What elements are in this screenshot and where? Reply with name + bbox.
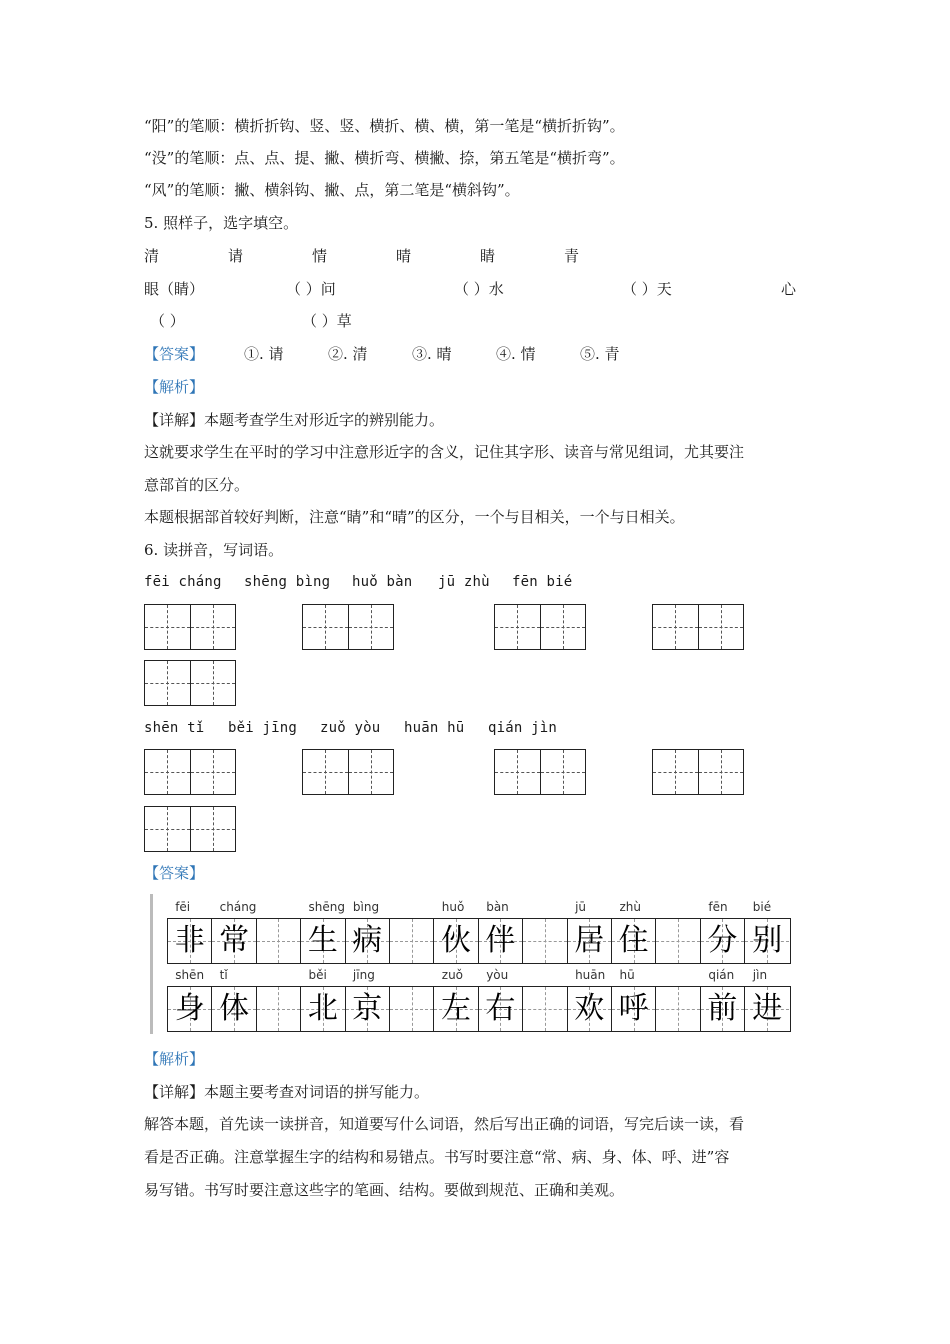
q5-answer: ④. 情 xyxy=(496,345,536,363)
q5-paragraph: 本题根据部首较好判断，注意“睛”和“晴”的区分，一个与目相关，一个与日相关。 xyxy=(144,508,685,526)
answer-label: 【答案】 xyxy=(144,345,205,363)
answer-pinyin: bié xyxy=(752,900,772,914)
answer-pinyin: bìng xyxy=(352,900,380,914)
writing-box[interactable] xyxy=(652,749,744,795)
answer-cell xyxy=(656,919,700,963)
q5-paragraph: 这就要求学生在平时的学习中注意形近字的含义，记住其字形、读音与常见组词，尤其要注 xyxy=(144,443,745,461)
answer-cell xyxy=(168,987,212,1031)
q5-blank-prefix: 心 xyxy=(781,280,797,298)
answer-grid-row-2 xyxy=(167,986,791,1032)
answer-pinyin: huǒ xyxy=(441,900,465,914)
q5-blank: （ ）天 xyxy=(622,280,672,298)
q5-answer: ②. 清 xyxy=(328,345,368,363)
answer-char: 京 xyxy=(352,991,383,1026)
q5-answer: ③. 晴 xyxy=(412,345,452,363)
stroke-line-feng: “风”的笔顺：撇、横斜钩、撇、点，第二笔是“横斜钩”。 xyxy=(144,181,520,199)
writing-box[interactable] xyxy=(494,604,586,650)
q6-paragraph: 易写错。书写时要注意这些字的笔画、结构。要做到规范、正确和美观。 xyxy=(144,1181,625,1199)
answer-char: 住 xyxy=(618,923,649,958)
answer-cell xyxy=(701,987,745,1031)
answer-char: 体 xyxy=(219,991,250,1026)
answer-char: 北 xyxy=(307,991,338,1026)
answer-cell xyxy=(701,919,745,963)
q5-blank: （ ） xyxy=(150,312,185,330)
writing-box[interactable] xyxy=(652,604,744,650)
answer-cell xyxy=(212,919,256,963)
answer-cell xyxy=(390,987,434,1031)
q5-choice: 请 xyxy=(228,247,244,265)
answer-char: 伴 xyxy=(485,923,516,958)
q5-blank: （ ）草 xyxy=(302,312,352,330)
answer-cell xyxy=(612,987,656,1031)
answer-char: 欢 xyxy=(574,991,605,1026)
answer-cell xyxy=(479,987,523,1031)
q5-choice: 睛 xyxy=(480,247,496,265)
pinyin: shēn tǐ xyxy=(144,720,205,736)
analysis-label: 【解析】 xyxy=(144,1050,205,1068)
stroke-line-yang: “阳”的笔顺：横折折钩、竖、竖、横折、横、横，第一笔是“横折折钩”。 xyxy=(144,117,625,135)
answer-cell xyxy=(346,987,390,1031)
answer-cell xyxy=(523,919,567,963)
answer-char: 病 xyxy=(352,923,383,958)
answer-cell xyxy=(745,919,789,963)
q6-title: 6. 读拼音，写词语。 xyxy=(144,541,284,559)
answer-cell xyxy=(301,919,345,963)
writing-box[interactable] xyxy=(302,604,394,650)
writing-box[interactable] xyxy=(302,749,394,795)
writing-box[interactable] xyxy=(144,660,236,706)
q5-blank: （ ）水 xyxy=(454,280,504,298)
answer-pinyin: cháng xyxy=(219,900,257,914)
answer-cell xyxy=(168,919,212,963)
answer-char: 居 xyxy=(574,923,605,958)
answer-char: 非 xyxy=(174,923,205,958)
answer-pinyin: shēn xyxy=(175,968,205,982)
q5-detail: 【详解】本题考查学生对形近字的辨别能力。 xyxy=(144,411,445,429)
pinyin: fēi cháng xyxy=(144,574,222,590)
stroke-line-mei: “没”的笔顺：点、点、提、撇、横折弯、横撇、捺，第五笔是“横折弯”。 xyxy=(144,149,625,167)
q6-pinyin-row-2 xyxy=(144,720,744,740)
answer-pinyin: fēi xyxy=(175,900,191,914)
answer-cell xyxy=(346,919,390,963)
answer-pinyin: jìn xyxy=(752,968,768,982)
answer-char: 常 xyxy=(219,923,250,958)
q5-choice: 清 xyxy=(144,247,160,265)
answer-pinyin: yòu xyxy=(486,968,509,982)
answer-cell xyxy=(257,919,301,963)
q5-blank: （ ）问 xyxy=(286,280,336,298)
q5-title: 5. 照样子，选字填空。 xyxy=(144,214,299,232)
answer-cell xyxy=(390,919,434,963)
answer-char: 前 xyxy=(707,991,738,1026)
pinyin: jū zhù xyxy=(438,574,490,590)
answer-cell xyxy=(257,987,301,1031)
answer-char: 右 xyxy=(485,991,516,1026)
q6-paragraph: 解答本题，首先读一读拼音，知道要写什么词语，然后写出正确的词语，写完后读一读，看 xyxy=(144,1115,745,1133)
pinyin: qián jìn xyxy=(488,720,558,736)
answer-pinyin: zuǒ xyxy=(441,968,464,982)
writing-box[interactable] xyxy=(144,604,236,650)
answer-pinyin: fēn xyxy=(708,900,728,914)
answer-pinyin: hū xyxy=(619,968,635,982)
q6-answer-image xyxy=(150,894,798,1034)
q6-paragraph: 看是否正确。注意掌握生字的结构和易错点。书写时要注意“常、病、身、体、呼、进”容 xyxy=(144,1148,730,1166)
q6-pinyin-row-1 xyxy=(144,574,744,594)
answer-label: 【答案】 xyxy=(144,864,205,882)
answer-cell xyxy=(212,987,256,1031)
q5-example: 眼（睛） xyxy=(144,280,205,298)
q5-answer: ⑤. 青 xyxy=(580,345,620,363)
answer-cell xyxy=(301,987,345,1031)
answer-pinyin: tǐ xyxy=(219,968,228,982)
pinyin: huān hū xyxy=(404,720,465,736)
answer-cell xyxy=(656,987,700,1031)
answer-pinyin: shēng xyxy=(308,900,345,914)
answer-char: 别 xyxy=(752,923,783,958)
answer-cell xyxy=(568,919,612,963)
answer-pinyin: qián xyxy=(708,968,735,982)
answer-pinyin: jīng xyxy=(352,968,375,982)
pinyin: huǒ bàn xyxy=(352,574,413,590)
answer-pinyin: jū xyxy=(575,900,587,914)
pinyin: shēng bìng xyxy=(244,574,331,590)
q5-choice: 情 xyxy=(312,247,328,265)
answer-cell xyxy=(568,987,612,1031)
pinyin: zuǒ yòu xyxy=(320,720,381,736)
answer-cell xyxy=(479,919,523,963)
answer-char: 分 xyxy=(707,923,738,958)
q5-choice: 青 xyxy=(564,247,580,265)
pinyin: běi jīng xyxy=(228,720,298,736)
answer-char: 左 xyxy=(441,991,472,1026)
answer-cell xyxy=(612,919,656,963)
answer-cell xyxy=(523,987,567,1031)
q5-answer: ①. 请 xyxy=(244,345,284,363)
answer-pinyin: huān xyxy=(575,968,606,982)
writing-box[interactable] xyxy=(144,749,236,795)
analysis-label: 【解析】 xyxy=(144,378,205,396)
q6-detail: 【详解】本题主要考查对词语的拼写能力。 xyxy=(144,1083,430,1101)
answer-char: 伙 xyxy=(441,923,472,958)
q5-choice: 晴 xyxy=(396,247,412,265)
answer-pinyin: zhù xyxy=(619,900,642,914)
q5-paragraph: 意部首的区分。 xyxy=(144,476,250,494)
pinyin: fēn bié xyxy=(512,574,573,590)
answer-cell xyxy=(434,919,478,963)
answer-cell xyxy=(434,987,478,1031)
answer-cell xyxy=(745,987,789,1031)
writing-box[interactable] xyxy=(144,806,236,852)
answer-char: 身 xyxy=(174,991,205,1026)
writing-box[interactable] xyxy=(494,749,586,795)
answer-pinyin: bàn xyxy=(486,900,509,914)
answer-char: 生 xyxy=(307,923,338,958)
answer-grid-row-1 xyxy=(167,918,791,964)
answer-char: 进 xyxy=(752,991,783,1026)
answer-char: 呼 xyxy=(618,991,649,1026)
answer-pinyin: běi xyxy=(308,968,327,982)
